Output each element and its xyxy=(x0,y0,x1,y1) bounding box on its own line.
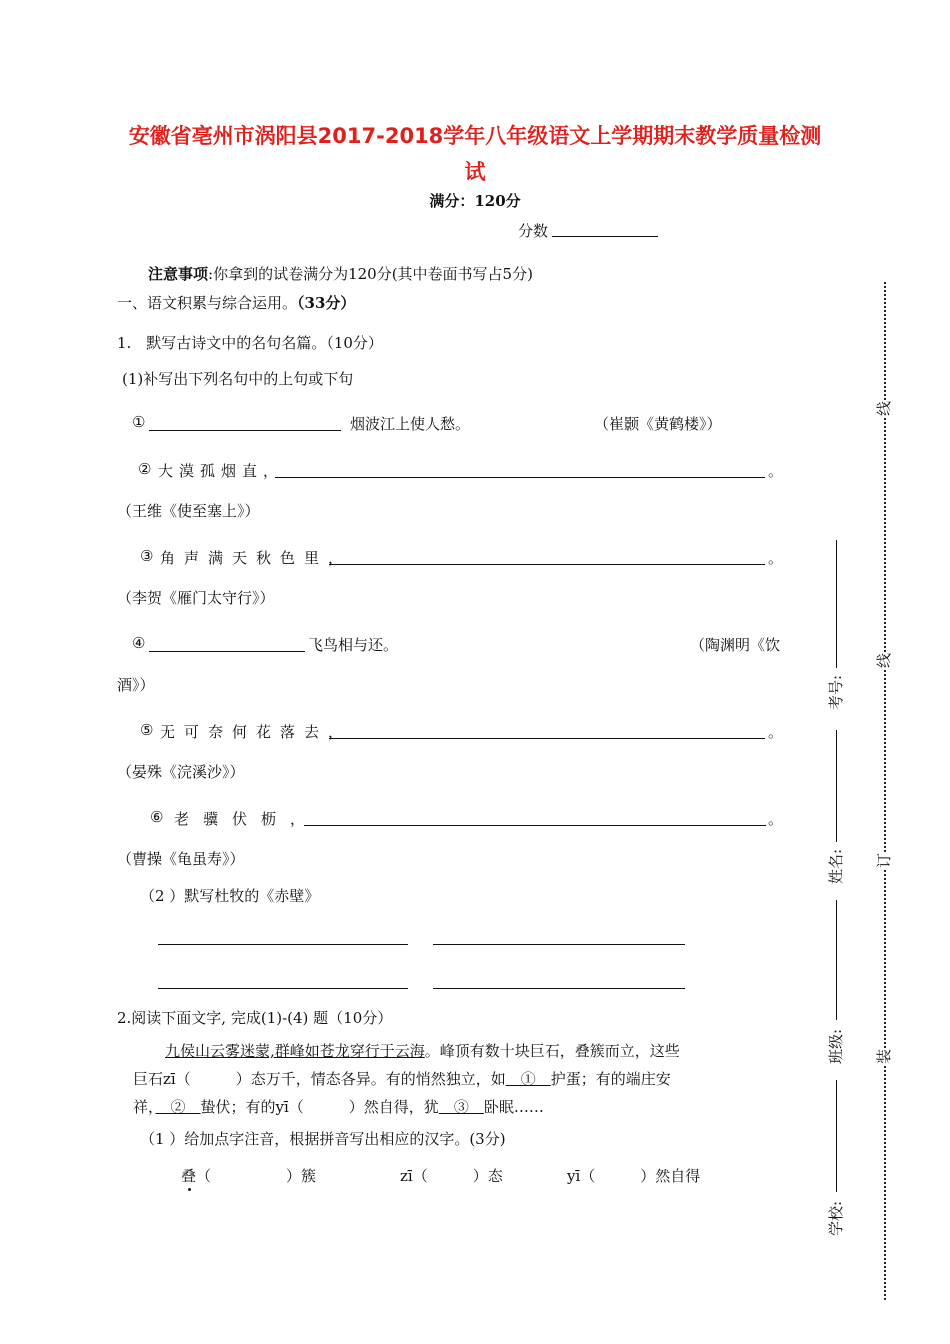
page-title-line2: 试 xyxy=(464,160,486,184)
chibi-blank-4[interactable] xyxy=(433,988,685,989)
q1-item6-source: （曹操《龟虽寿》） xyxy=(117,850,245,868)
notice-text: :你拿到的试卷满分为120分(其中卷面书写占5分) xyxy=(208,265,533,283)
page-title-line1: 安徽省亳州市涡阳县2017-2018学年八年级语文上学期期末教学质量检测 xyxy=(128,124,822,148)
q1-item6-end: 。 xyxy=(768,810,784,828)
notice xyxy=(148,263,533,284)
margin-xian-2: 线 xyxy=(871,653,896,668)
label-name: 姓名: xyxy=(827,848,846,885)
q2-passage-line1 xyxy=(165,1040,680,1061)
q1-sub1: (1)补写出下列名句中的上句或下句 xyxy=(122,370,354,388)
q1-item2-blank[interactable] xyxy=(275,477,765,478)
q1-item1-num: ① xyxy=(132,413,146,431)
q1-item4-source-a: （陶渊明《饮 xyxy=(690,636,781,654)
section-heading-points: （33分） xyxy=(297,294,356,312)
q2-answer-c[interactable]: yī（ ）然自得 xyxy=(567,1167,701,1185)
margin-xian-1: 线 xyxy=(871,401,896,416)
q1-item1-source: （崔颢《黄鹤楼》） xyxy=(594,415,722,433)
q1-item5-end: 。 xyxy=(768,723,784,741)
chibi-blank-3[interactable] xyxy=(158,988,408,989)
q2-line2b: 护蛋；有的端庄安 xyxy=(550,1070,671,1088)
q1-item6-text: 老骥伏枥， xyxy=(174,810,320,828)
q2-line3b: 蛰伏；有的yī（ ）然自得，犹 xyxy=(200,1098,439,1116)
score-blank[interactable] xyxy=(552,236,658,237)
q2-line2a: 巨石zī（ ）态万千，情态各异。有的悄然独立，如 xyxy=(133,1070,506,1088)
q1-item4-source-b: 酒》） xyxy=(117,676,155,694)
q1-item1-text: 烟波江上使人愁。 xyxy=(350,415,471,433)
q1-item5-blank[interactable] xyxy=(329,738,765,739)
q1-item2-text: 大漠孤烟直， xyxy=(158,462,285,480)
q1-item2-source: （王维《使至塞上》） xyxy=(117,502,260,520)
score-label: 分数 xyxy=(518,222,549,240)
q1-item4-text: 飞鸟相与还。 xyxy=(308,636,399,654)
q1-item3-num: ③ xyxy=(140,547,154,565)
full-score: 满分：120分 xyxy=(429,192,521,210)
q1-item4-blank[interactable] xyxy=(149,651,305,652)
q1-item4-num: ④ xyxy=(132,634,146,652)
q2-stem: 2.阅读下面文字, 完成(1)-(4) 题（10分） xyxy=(117,1009,393,1027)
binding-dotted-line xyxy=(884,282,886,1300)
q1-item3-blank[interactable] xyxy=(329,564,765,565)
name-line[interactable] xyxy=(836,730,837,842)
q2-line3a: 祥， xyxy=(133,1098,156,1116)
q1-item1-blank[interactable] xyxy=(149,430,341,431)
q2-passage-line2 xyxy=(133,1068,671,1089)
q1-item6-num: ⑥ xyxy=(150,808,164,826)
q1-item3-source: （李贺《雁门太守行》） xyxy=(117,589,275,607)
q2-passage-line3 xyxy=(133,1096,544,1117)
chibi-blank-2[interactable] xyxy=(433,944,685,945)
q2-blank3[interactable]: ③ xyxy=(438,1098,484,1116)
section-heading-text: 一、语文积累与综合运用。 xyxy=(117,294,298,312)
section-heading xyxy=(117,292,355,313)
q1-item3-text: 角声满天秋色里， xyxy=(160,549,353,567)
q1-item6-blank[interactable] xyxy=(304,825,766,826)
label-exam-no: 考号: xyxy=(827,674,846,711)
q1-item5-num: ⑤ xyxy=(140,721,154,739)
q1-item2-num: ② xyxy=(138,460,152,478)
q1-sub2: （2 ）默写杜牧的《赤壁》 xyxy=(140,887,320,905)
q2-answer-a-rest[interactable]: （ ）簇 xyxy=(196,1167,317,1185)
q2-sub1: （1 ）给加点字注音，根据拼音写出相应的汉字。(3分) xyxy=(140,1130,506,1148)
school-line[interactable] xyxy=(836,1080,837,1192)
notice-label: 注意事项 xyxy=(148,265,209,283)
q1-stem: 1. 默写古诗文中的名句名篇。（10分） xyxy=(117,334,383,352)
margin-zhuang: 装 xyxy=(871,1049,896,1064)
q1-item3-end: 。 xyxy=(768,549,784,567)
q1-item5-text: 无可奈何花落去， xyxy=(160,723,353,741)
exam-no-line[interactable] xyxy=(836,540,837,668)
label-class: 班级: xyxy=(827,1028,846,1065)
margin-ding: 订 xyxy=(871,853,896,868)
q1-item5-source: （晏殊《浣溪沙》） xyxy=(117,763,245,781)
label-school: 学校: xyxy=(827,1200,846,1237)
q2-passage-rest1: 。峰顶有数十块巨石，叠簇而立，这些 xyxy=(424,1042,680,1060)
q2-line3c: 卧眠…… xyxy=(483,1098,544,1116)
q2-blank2[interactable]: ② xyxy=(155,1098,201,1116)
q2-dotted-char: 叠 xyxy=(181,1167,197,1185)
chibi-blank-1[interactable] xyxy=(158,944,408,945)
q2-underlined-phrase: 九侯山云雾迷蒙,群峰如苍龙穿行于云海 xyxy=(165,1042,425,1060)
q1-item2-end: 。 xyxy=(768,462,784,480)
q2-blank1[interactable]: ① xyxy=(505,1070,551,1088)
q2-answer-b[interactable]: zī（ ）态 xyxy=(400,1167,503,1185)
class-line[interactable] xyxy=(836,900,837,1020)
q2-answer-a xyxy=(181,1165,316,1186)
